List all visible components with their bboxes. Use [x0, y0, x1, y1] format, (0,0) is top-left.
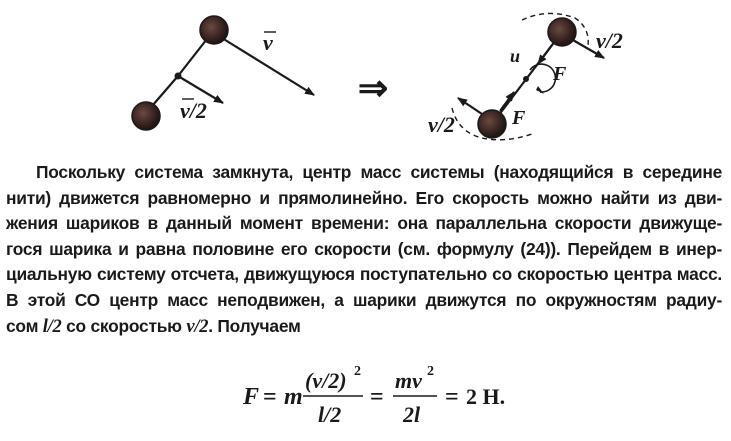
text-segment: со скоростью — [61, 315, 187, 336]
paragraph-line: гося шарика и равна половине его скорости (см. формулу (24)). Перейдем в инер- — [6, 238, 722, 259]
paragraph-line-last — [6, 314, 722, 340]
label-v-half-bottom: v/2 — [428, 112, 455, 137]
formula-numerator-2-exponent: 2 — [427, 364, 434, 379]
formula-denominator-1: l/2 — [318, 402, 342, 427]
ball-upper — [200, 16, 228, 44]
formula-m: m — [284, 384, 303, 410]
center-of-mass-dot — [175, 73, 182, 80]
paragraph-line: В этой СО центр масс неподвижен, а шарики движутся по окружностям радиу- — [6, 289, 722, 310]
right-diagram — [428, 13, 623, 139]
radius-symbol: l/2 — [42, 316, 62, 337]
label-force-bottom: F — [512, 107, 526, 129]
force-top-arrow — [538, 45, 552, 64]
formula-numerator-1-exponent: 2 — [354, 364, 361, 379]
ball-top-right — [548, 18, 576, 46]
mechanics-figure — [0, 0, 731, 160]
label-force-top: F — [553, 63, 567, 85]
formula-numerator-1: (v/2) — [305, 368, 347, 393]
label-v-half: v/2 — [180, 98, 207, 123]
paragraph-line: Поскольку система замкнута, центр масс системы (находящийся в середине — [36, 162, 722, 182]
formula-denominator-2: 2l — [403, 402, 421, 427]
paragraph-line: циальную систему отсчета, движущуюся поступательно со скоростью центра масс. — [6, 264, 722, 285]
paragraph-line: нити) движется равномерно и прямолинейно. Его скорость можно найти из дви- — [6, 187, 722, 208]
solution-paragraph — [6, 160, 722, 339]
paragraph-line: жения шариков в данный момент времени: она параллельна скорости движуще- — [6, 213, 722, 234]
formula-eq1: = — [263, 384, 277, 410]
ball-lower — [132, 102, 160, 130]
label-v-half-top: v/2 — [596, 28, 623, 53]
formula-eq3: = — [445, 384, 459, 410]
speed-symbol: v/2 — [186, 316, 209, 337]
label-v: v — [263, 30, 273, 55]
formula-result: 2 Н. — [466, 384, 506, 409]
label-u: u — [510, 46, 521, 66]
text-segment: . Получаем — [208, 315, 301, 336]
implies-arrow: ⇒ — [358, 68, 389, 108]
formula-eq2: = — [370, 384, 384, 410]
formula-F: F — [243, 384, 260, 410]
formula-numerator-2: mv — [395, 368, 422, 393]
center-of-mass-dot-right — [523, 76, 529, 82]
left-diagram — [132, 16, 314, 130]
formula — [0, 342, 731, 441]
text-segment: сом — [6, 315, 43, 336]
ball-bottom-right — [478, 110, 506, 138]
